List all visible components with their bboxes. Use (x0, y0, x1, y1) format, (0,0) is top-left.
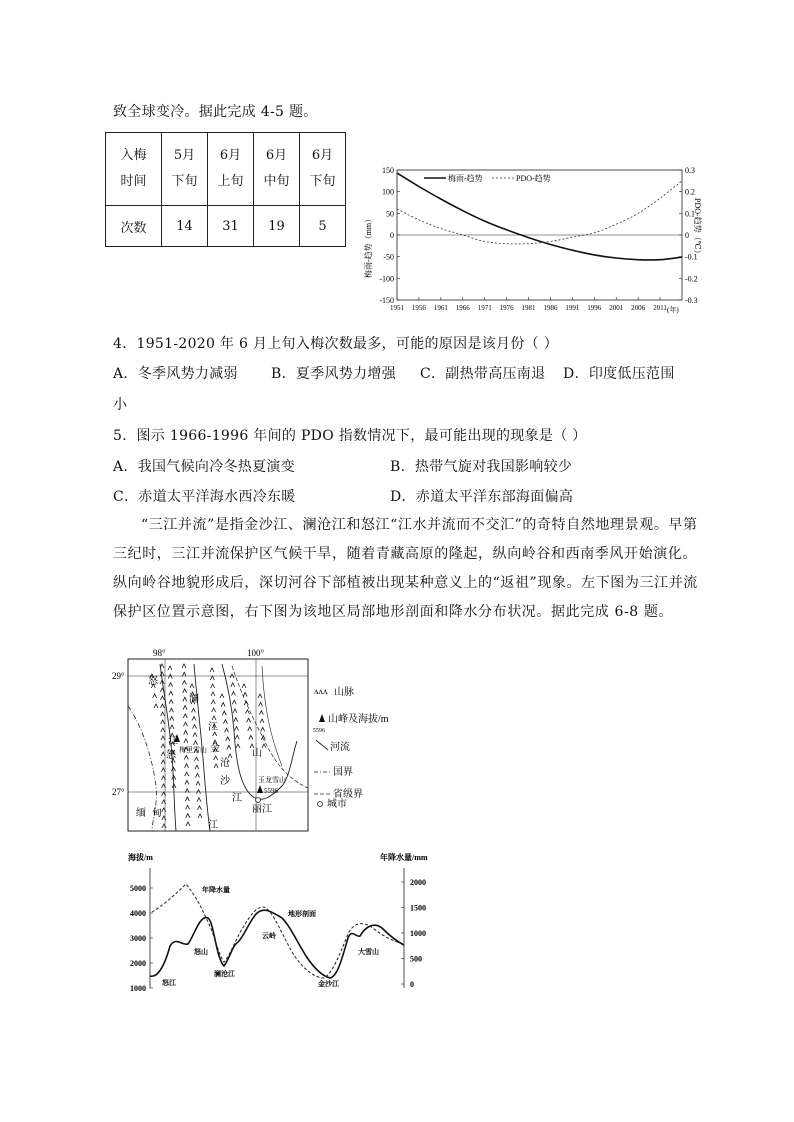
left-tick-label: -100 (379, 274, 394, 284)
table-cell: 次数 (106, 206, 162, 247)
legend-peak-icon (319, 714, 325, 722)
map-label: 玉龙雪山 (258, 776, 286, 784)
table-cell: 5月 下旬 (162, 133, 208, 206)
table-cell: 31 (208, 206, 254, 247)
right-tick-label: -0.3 (685, 296, 698, 305)
q5-option-b: B．热带气旋对我国影响较少 (390, 459, 573, 475)
legend-province: 省级界 (333, 789, 363, 800)
table-cell: 入梅 时间 (106, 133, 162, 206)
q5-option-c: C．赤道太平洋海水西冷东暖 (113, 489, 296, 505)
legend-river-icon (316, 740, 328, 750)
terrain-label: 地形剖面 (288, 910, 316, 918)
precip-label: 年降水量 (202, 886, 230, 894)
place-label: 金沙江 (318, 980, 339, 988)
q4-option-c: C．副热带高压南退 (420, 366, 546, 382)
left-tick-label: 150 (382, 166, 394, 175)
x-tick-label: 1961 (433, 304, 448, 312)
map-label: 澜 (189, 694, 199, 705)
right-tick-label: 0.1 (685, 209, 695, 219)
q4-option-b: B．夏季风势力增强 (271, 366, 396, 382)
x-tick-label: 1991 (565, 304, 580, 312)
place-label: 怒江 (162, 979, 176, 987)
legend-mountain: 山脉 (334, 687, 354, 698)
legend-city: 城市 (327, 799, 347, 810)
lat-27-label: 27° (112, 787, 125, 797)
x-tick-label: 2001 (609, 304, 624, 312)
passage: “三江并流”是指金沙江、澜沧江和怒江“江水并流而不交汇”的奇特自然地理景观。早第三纪时，三江并流保护区气候干旱，随着青藏高原的隆起，纵向岭谷和西南季风开始演化。纵向岭谷地貌形成后，深切河谷下部植被出现某种意义上的“返祖”现象。左下图为三江并流保护区位置示意图，右下图为该地区局部地形剖面和降水分布状况。据此完成 6-8 题。 (113, 517, 698, 620)
q5-option-d: D．赤道太平洋东部海面偏高 (390, 489, 574, 505)
map-label: 梅里雪山 (179, 746, 207, 754)
q4-stem: 4．1951-2020 年 6 月上旬入梅次数最多，可能的原因是该月份（ ） (113, 336, 559, 352)
x-tick-label: 1971 (477, 304, 492, 312)
q4-option-a: A．冬季风势力减弱 (113, 366, 238, 382)
x-tick-label: 1956 (411, 304, 426, 312)
x-tick-label: 1986 (543, 304, 558, 312)
three-rivers-map (112, 646, 412, 836)
right-tick-label: -0.1 (685, 252, 698, 262)
right-tick-label: 500 (410, 954, 422, 964)
map-label: 甸 (152, 808, 162, 819)
place-label: 大雪山 (358, 948, 379, 956)
map-label: 江 (208, 820, 218, 831)
x-tick-label: 2011 (653, 304, 667, 312)
x-tick-label: 1996 (587, 304, 602, 312)
right-tick-label: -0.2 (685, 274, 698, 284)
intro-line: 致全球变冷。据此完成 4-5 题。 (113, 104, 318, 120)
map-label: 江 (168, 736, 178, 747)
table-cell: 6月 下旬 (300, 133, 346, 206)
right-tick-label: 0.3 (685, 166, 695, 175)
legend-meiyu: 梅雨-趋势 (448, 174, 483, 183)
left-tick-label: 5000 (130, 884, 146, 893)
legend-peak-sample: 5596 (313, 728, 325, 734)
terrain-profile-chart (112, 848, 447, 998)
q4-option-d-cont: 小 (113, 397, 128, 413)
q5-option-a: A．我国气候向冷冬热夏演变 (113, 459, 296, 475)
map-label: 缅 (136, 808, 146, 819)
lat-29-label: 29° (112, 671, 125, 681)
legend-pdo: PDO-趋势 (516, 174, 551, 183)
table-cell: 6月 上旬 (208, 133, 254, 206)
x-tick-label: 1966 (455, 304, 470, 312)
place-label: 澜沧江 (214, 970, 235, 978)
pdo-trend-line (397, 181, 682, 244)
map-label: 怒 (148, 676, 158, 687)
map-label: 怒 (166, 750, 176, 761)
q4-option-d: D．印度低压范围 (563, 366, 675, 382)
lon-100-label: 100° (247, 648, 265, 658)
left-tick-label: 2000 (130, 959, 146, 968)
legend-border: 国界 (333, 767, 353, 778)
city-icon (256, 798, 261, 803)
table-cell: 5 (300, 206, 346, 247)
map-label: 山 (252, 748, 262, 759)
legend-river: 河流 (330, 742, 350, 753)
left-tick-label: -50 (383, 252, 394, 262)
place-label: 云岭 (262, 932, 276, 940)
left-tick-label: -150 (379, 296, 394, 305)
right-axis-label: PDO-趋势（℃） (693, 198, 702, 258)
right-tick-label: 0 (685, 231, 689, 240)
table-header-row (106, 133, 346, 206)
place-label: 怒山 (194, 948, 208, 956)
map-label: 沙 (220, 776, 230, 787)
x-unit: (年) (667, 306, 679, 314)
precipitation-line (152, 884, 404, 978)
map-label: 江 (208, 722, 218, 733)
map-label: 5596 (264, 787, 278, 795)
left-tick-label: 1000 (130, 984, 146, 993)
x-tick-label: 1951 (390, 304, 404, 312)
legend-mountain-symbol: ʌʌʌ (314, 686, 328, 696)
left-axis-label: 梅雨-趋势（mm） (364, 214, 373, 278)
map-label: 沧 (220, 758, 230, 769)
lon-98-label: 98° (153, 648, 166, 658)
meiyu-trend-line (397, 173, 682, 260)
left-axis-title: 海拔/m (128, 853, 153, 862)
pdo-meiyu-chart (362, 160, 702, 320)
map-label: 丽江 (252, 804, 272, 815)
table-cell: 14 (162, 206, 208, 247)
x-tick-label: 2006 (631, 304, 646, 312)
legend-city-icon (318, 802, 323, 807)
right-tick-label: 0.2 (685, 187, 695, 197)
left-tick-label: 3000 (130, 934, 146, 943)
map-label: 江 (232, 793, 242, 804)
meiyu-onset-table (105, 132, 346, 247)
right-tick-label: 1000 (410, 929, 426, 938)
table-value-row (106, 206, 346, 247)
left-tick-label: 4000 (130, 909, 146, 918)
map-label: 金 (210, 743, 220, 754)
q5-stem: 5．图示 1966-1996 年间的 PDO 指数情况下，最可能出现的现象是（ ） (113, 428, 587, 444)
right-tick-label: 0 (410, 980, 414, 989)
left-tick-label: 0 (390, 231, 394, 240)
right-axis-title: 年降水量/mm (380, 853, 428, 862)
right-tick-label: 1500 (410, 903, 426, 913)
terrain-profile-line (150, 910, 404, 978)
legend-peak: 山峰及海拔/m (328, 714, 389, 725)
left-tick-label: 50 (386, 209, 394, 219)
x-tick-label: 1981 (521, 304, 536, 312)
table-cell: 19 (254, 206, 300, 247)
left-tick-label: 100 (382, 187, 394, 197)
x-tick-label: 1976 (499, 304, 514, 312)
table-cell: 6月 中旬 (254, 133, 300, 206)
right-tick-label: 2000 (410, 878, 426, 887)
